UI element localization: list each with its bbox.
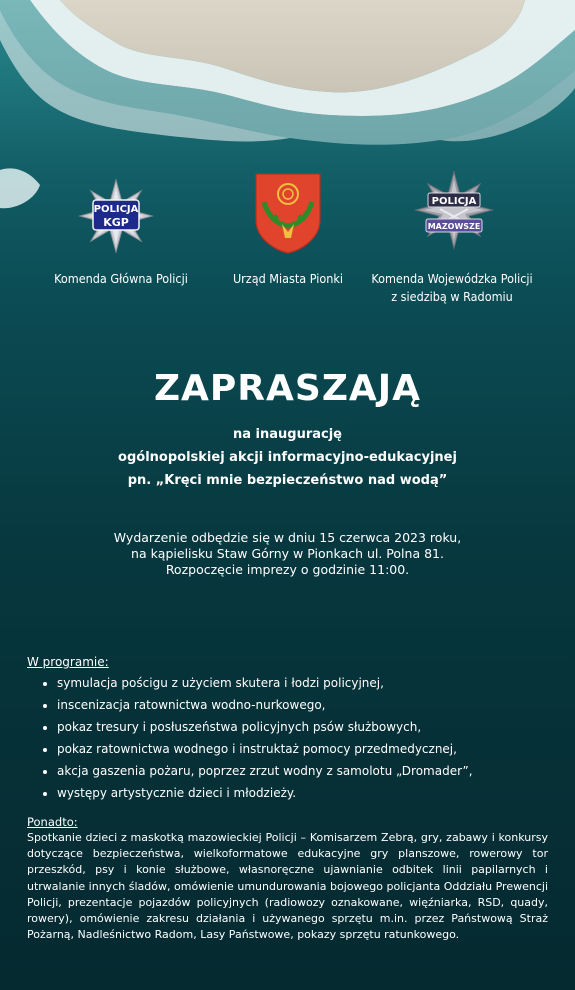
pionki-coat-of-arms-icon xyxy=(254,172,322,254)
kwp-label xyxy=(370,270,534,306)
program-list xyxy=(27,672,473,804)
program-item: • pokaz ratownictwa wodnego i instruktaż pomocy przedmedycznej, xyxy=(57,738,473,760)
event-line3: Rozpoczęcie imprezy o godzinie 11:00. xyxy=(165,562,410,577)
program-item: • inscenizacja ratownictwa wodno-nurkowego, xyxy=(57,694,473,716)
mazowsze-police-star-badge-icon xyxy=(414,170,494,250)
pionki-label: Urząd Miasta Pionki xyxy=(232,271,344,286)
subtitle-line3: pn. „Kręci mnie bezpieczeństwo nad wodą” xyxy=(127,473,448,488)
kgp-badge-bottom-text: KGP xyxy=(103,216,129,229)
program-item: • pokaz tresury i posłuszeństwa policyjnych psów służbowych, xyxy=(57,716,473,738)
kgp-police-star-badge-icon xyxy=(78,178,154,254)
program-item: • występy artystycznie dzieci i młodzieży. xyxy=(57,782,473,804)
mazowsze-badge-top-text: POLICJA xyxy=(431,196,477,207)
event-line2: na kąpielisku Staw Górny w Pionkach ul. Polna 81. xyxy=(131,546,444,561)
kwp-label-line1: Komenda Wojewódzka Policji xyxy=(371,271,533,286)
kwp-label-line2: z siedzibą w Radomiu xyxy=(391,289,513,304)
subtitle-line2: ogólnopolskiej akcji informacyjno-edukacyjnej xyxy=(118,450,457,465)
mazowsze-badge-bottom-text: MAZOWSZE xyxy=(427,222,481,231)
event-line1: Wydarzenie odbędzie się w dniu 15 czerwca 2023 roku, xyxy=(113,530,462,545)
program-item: • akcja gaszenia pożaru, poprzez zrzut wodny z samolotu „Dromader”, xyxy=(57,760,473,782)
program-heading: W programie: xyxy=(27,655,109,669)
also-paragraph: Spotkanie dzieci z maskotką mazowieckiej Policji – Komisarzem Zebrą, gry, zabawy i konkursy dotyczące bezpieczeństwa, wielkoformatowe edukacyjne gry planszowe, rowerowy tor przeszkód, psy i konie służbowe, własnoręczne ujawnianie odbitek linii papilarnych i utrwalanie innych śladów, omówienie umundurowania bojowego policjanta Oddziału Prewencji Policji, prezentacje pojazdów policyjnych (radiowozy oznakowane, więźniarka, RSD, quady, rowery), omówienie zakresu działania i używanego sprzętu m.in. przez Państwową Straż Pożarną, Nadleśnictwo Radom, Lasy Państwowe, pokazy sprzętu ratunkowego. xyxy=(27,831,548,942)
sea-waves-background xyxy=(0,0,575,300)
subtitle-line1: na inaugurację xyxy=(232,427,342,442)
kgp-badge-top-text: POLICJA xyxy=(93,204,139,215)
program-item: • symulacja pościgu z użyciem skutera i łodzi policyjnej, xyxy=(57,672,473,694)
also-heading: Ponadto: xyxy=(27,815,78,829)
page-title: ZAPRASZAJĄ xyxy=(153,368,422,409)
kgp-label: Komenda Główna Policji xyxy=(54,271,188,286)
